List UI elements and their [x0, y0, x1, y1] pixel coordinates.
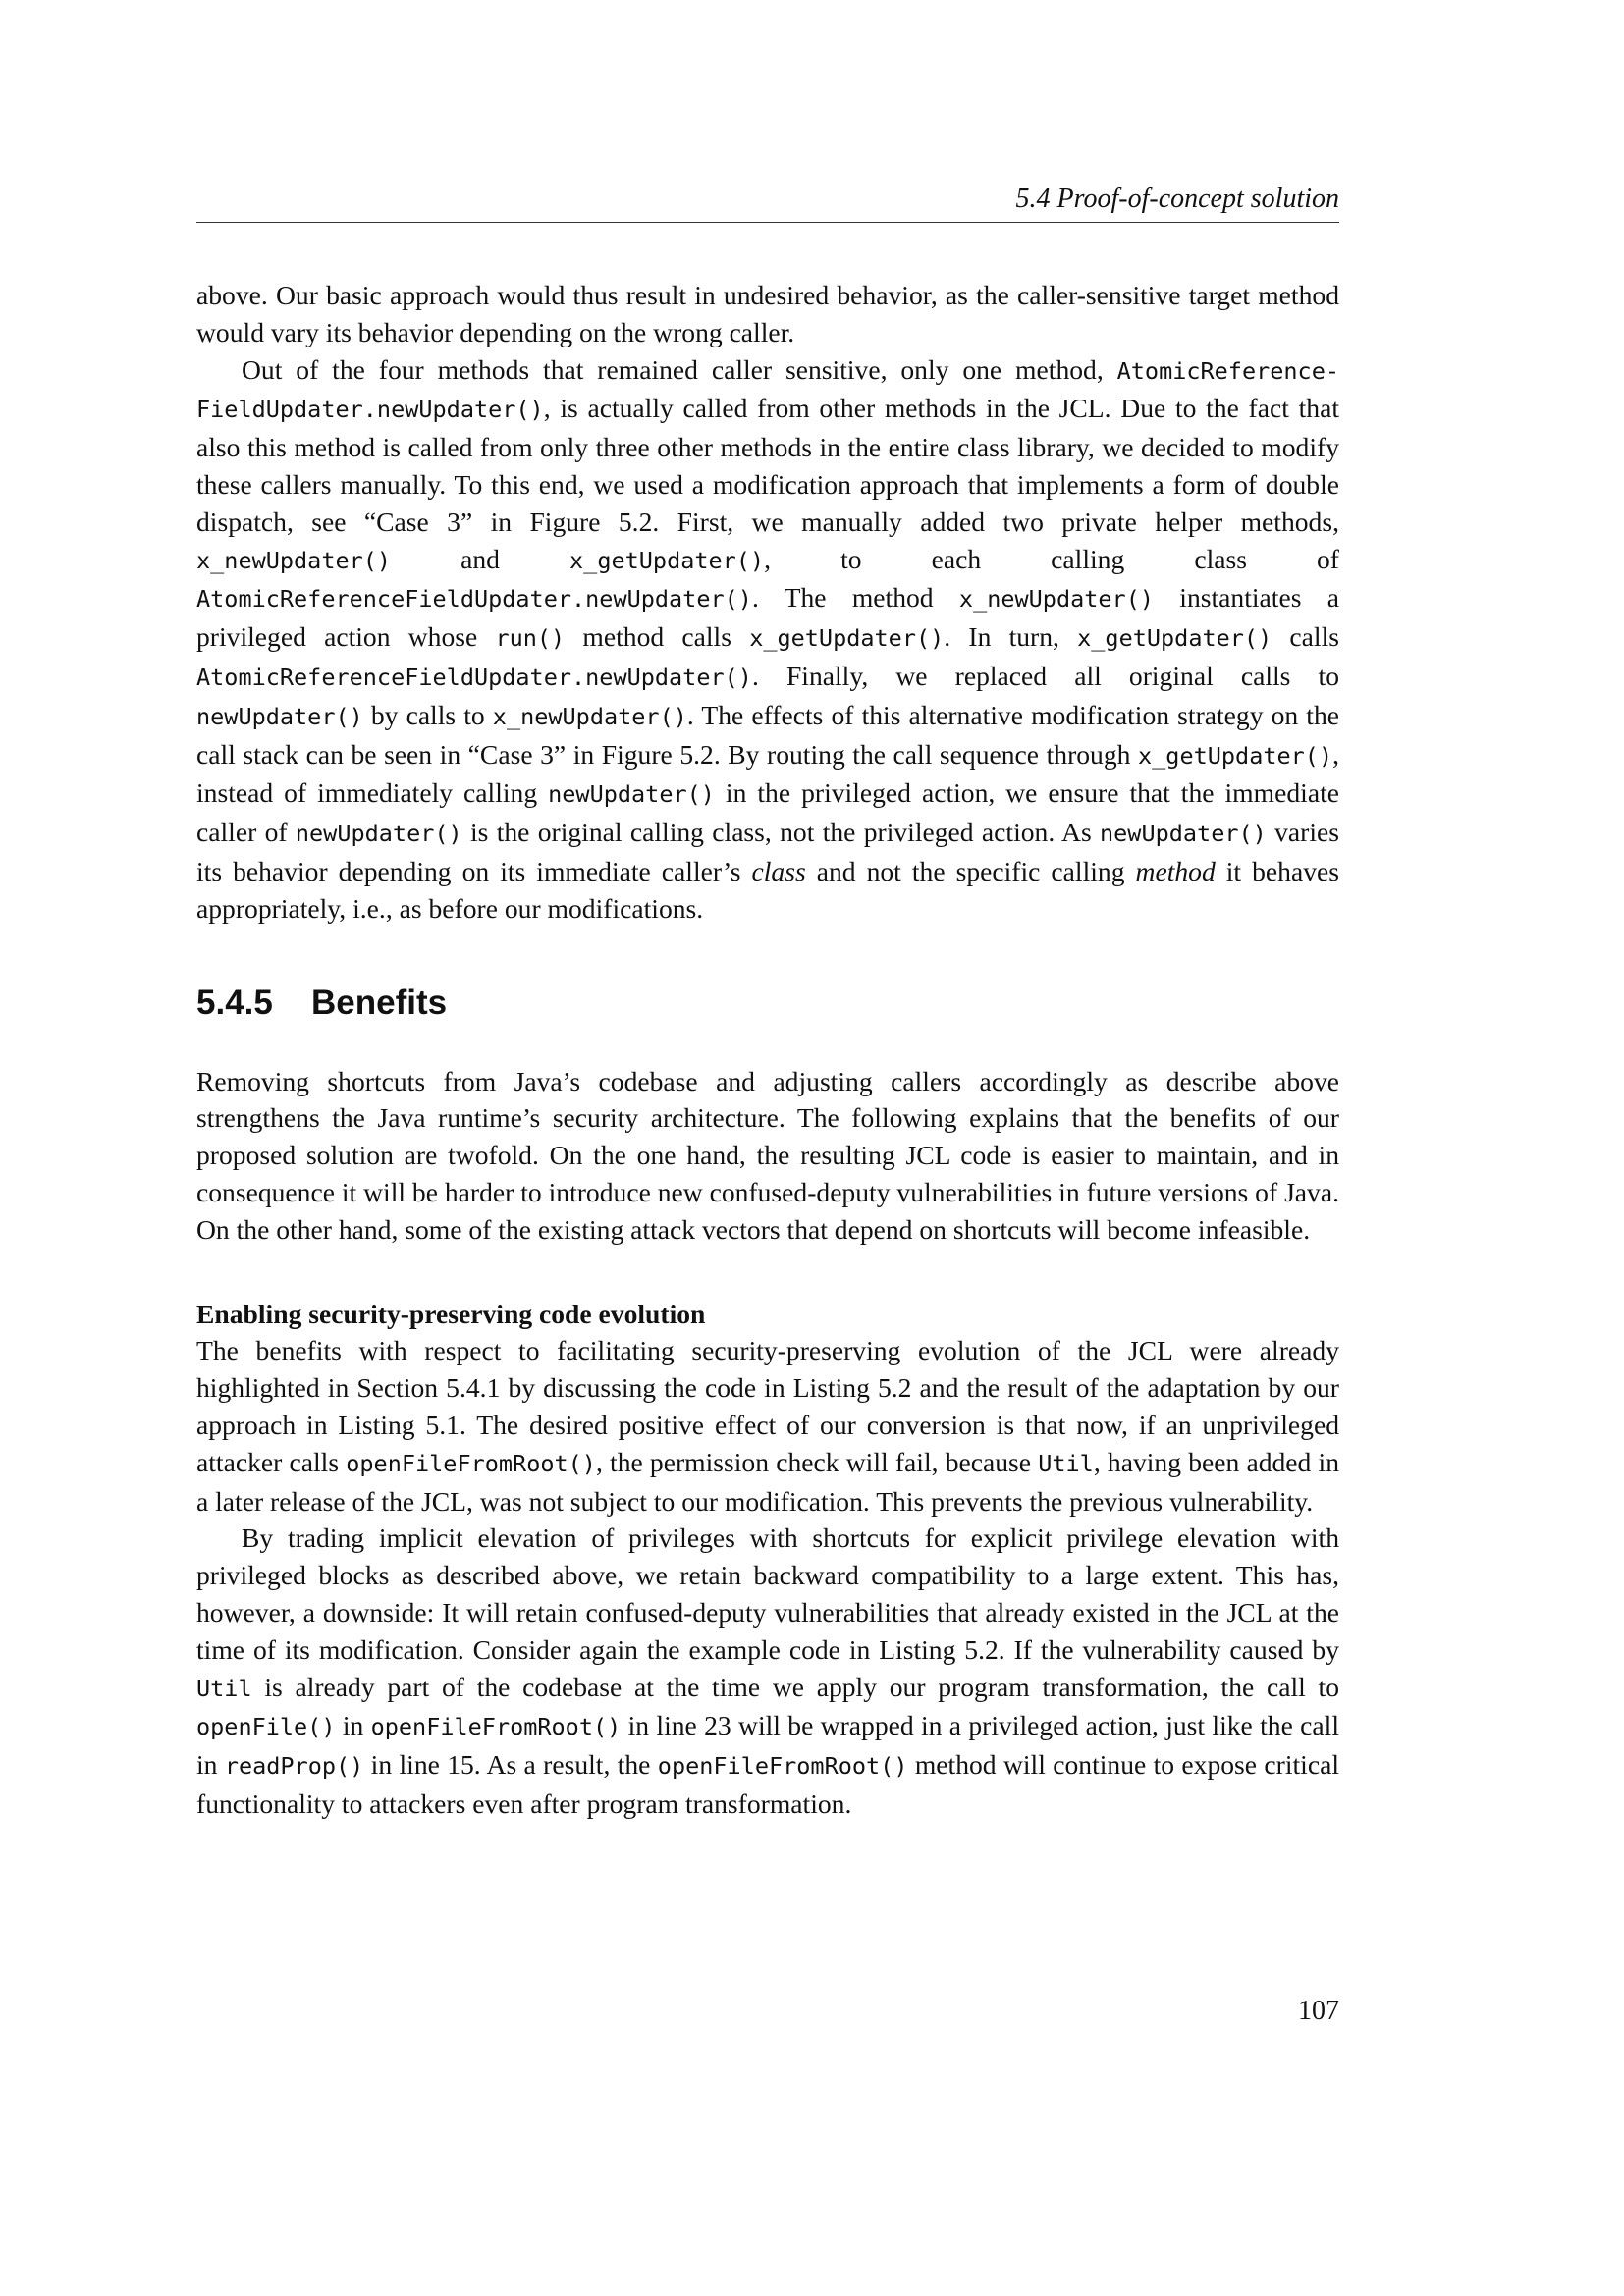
- text-run: calls: [1272, 621, 1339, 653]
- code-inline: newUpdater(): [548, 780, 715, 809]
- text-run: above. Our basic approach would thus result in undesired behavior, as the caller-sensitive target method would vary its behavior depending on the wrong caller.: [196, 280, 1339, 347]
- text-run: , to each calling class of: [764, 543, 1339, 574]
- code-inline: openFileFromRoot(): [370, 1713, 622, 1741]
- code-inline: readProp(): [224, 1752, 364, 1781]
- text-run: Out of the four methods that remained caller sensitive, only one method,: [242, 353, 1117, 385]
- code-inline: x_newUpdater(): [492, 702, 687, 730]
- text-run: by calls to: [362, 699, 493, 730]
- code-inline: AtomicReferenceFieldUpdater.newUpdater(): [196, 585, 752, 614]
- code-inline: Util: [1038, 1449, 1094, 1477]
- text-run: , the permission check will fail, because: [595, 1446, 1039, 1477]
- paragraph-code-evolution: [196, 1332, 1339, 1520]
- code-inline: x_getUpdater(): [1138, 741, 1333, 770]
- text-run: in the privileged action, we ensure that the immediate caller of: [196, 777, 1339, 848]
- text-run: is the original calling class, not the privileged action. As: [461, 817, 1101, 848]
- code-inline: run(): [495, 624, 566, 653]
- text-run: varies its behavior depending on its immediate caller’s: [196, 817, 1339, 886]
- code-inline: newUpdater(): [295, 820, 462, 848]
- text-run: By trading implicit elevation of privileges with shortcuts for explicit privilege elevation with privileged blocks as described above, we retain backward compatibility to a large extent. This has, however, a downside: It will retain confused-deputy vulnerabilities that already existed in the JCL at the time of its modification. Consider again the example code in Listing 5.2. If the vulnerability caused by: [196, 1522, 1339, 1665]
- section-title: Benefits: [311, 983, 448, 1022]
- code-inline: Util: [196, 1674, 252, 1702]
- text-run: it behaves appropriately, i.e., as before our modifications.: [196, 855, 1339, 924]
- code-inline: x_getUpdater(): [569, 546, 765, 574]
- header-rule: [196, 222, 1339, 223]
- page-number: 107: [1298, 1996, 1339, 2026]
- text-run: , instead of immediately calling: [196, 738, 1339, 809]
- code-inline: openFileFromRoot(): [346, 1449, 596, 1477]
- paragraph-double-dispatch: [196, 351, 1339, 928]
- subsection-heading: Enabling security-preserving code evolution: [196, 1298, 706, 1329]
- code-inline: newUpdater(): [1100, 820, 1267, 848]
- text-run: and: [391, 543, 570, 574]
- text-run: in line 15. As a result, the: [363, 1749, 658, 1781]
- section-heading: [196, 983, 1339, 1024]
- emphasis: method: [1135, 855, 1216, 886]
- text-run: The benefits with respect to facilitating security-preserving evolution of the JCL were already highlighted in Section 5.4.1 by discussing the code in Listing 5.2 and the result of the adaptation by our approach in Listing 5.1. The desired positive effect of our conversion is that now, if an unprivileged attacker calls: [196, 1335, 1339, 1477]
- text-run: Removing shortcuts from Java’s codebase and adjusting callers accordingly as describe above strengthens the Java runtime’s security architecture. The following explains that the benefits of our proposed solution are twofold. On the one hand, the resulting JCL code is easier to maintain, and in consequence it will be harder to introduce new confused-deputy vulnerabilities in future versions of Java. On the other hand, some of the existing attack vectors that depend on shortcuts will become infeasible.: [196, 1065, 1339, 1245]
- text-run: method will continue to expose critical functionality to attackers even after program transformation.: [196, 1749, 1339, 1819]
- code-inline: x_newUpdater(): [958, 585, 1154, 614]
- text-run: instantiates a privileged action whose: [196, 582, 1339, 653]
- code-inline: openFile(): [196, 1713, 336, 1741]
- paragraph-downside: [196, 1520, 1339, 1822]
- document-page: [196, 0, 1339, 2296]
- text-run: . In turn,: [944, 621, 1078, 653]
- text-run: . The method: [751, 582, 959, 614]
- code-inline: openFileFromRoot(): [657, 1752, 908, 1781]
- text-run: is already part of the codebase at the time we apply our program transformation, the call to: [251, 1671, 1339, 1702]
- code-inline: x_newUpdater(): [196, 546, 392, 574]
- paragraph-continued: [196, 277, 1339, 351]
- paragraph-benefits-intro: [196, 1063, 1339, 1249]
- code-inline: AtomicReference-FieldUpdater.newUpdater(): [196, 356, 1339, 424]
- text-run: in: [335, 1710, 371, 1741]
- text-run: , having been added in a later release of the JCL, was not subject to our modification. This prevents the previous vulnerability.: [196, 1446, 1340, 1517]
- text-run: , is actually called from other methods in the JCL. Due to the fact that also this method is called from only three other methods in the entire class library, we decided to modify these callers manually. To this end, we used a modification approach that implements a form of double dispatch, see “Case 3” in Figure 5.2. First, we manually added two private helper methods,: [196, 393, 1339, 537]
- code-inline: newUpdater(): [196, 702, 363, 730]
- code-inline: x_getUpdater(): [1077, 624, 1272, 653]
- emphasis: class: [751, 855, 806, 886]
- code-inline: AtomicReferenceFieldUpdater.newUpdater(): [196, 663, 752, 691]
- section-number: 5.4.5: [196, 983, 273, 1022]
- text-run: method calls: [565, 621, 750, 653]
- running-head: 5.4 Proof-of-concept solution: [1015, 184, 1339, 214]
- body-text: [196, 277, 1339, 1823]
- text-run: . The effects of this alternative modification strategy on the call stack can be seen in “Case 3” in Figure 5.2. By routing the call sequence through: [196, 699, 1340, 770]
- code-inline: x_getUpdater(): [749, 624, 945, 653]
- text-run: in line 23 will be wrapped in a privileged action, just like the call in: [196, 1710, 1339, 1781]
- text-run: . Finally, we replaced all original calls to: [751, 660, 1339, 691]
- text-run: and not the specific calling: [805, 855, 1136, 886]
